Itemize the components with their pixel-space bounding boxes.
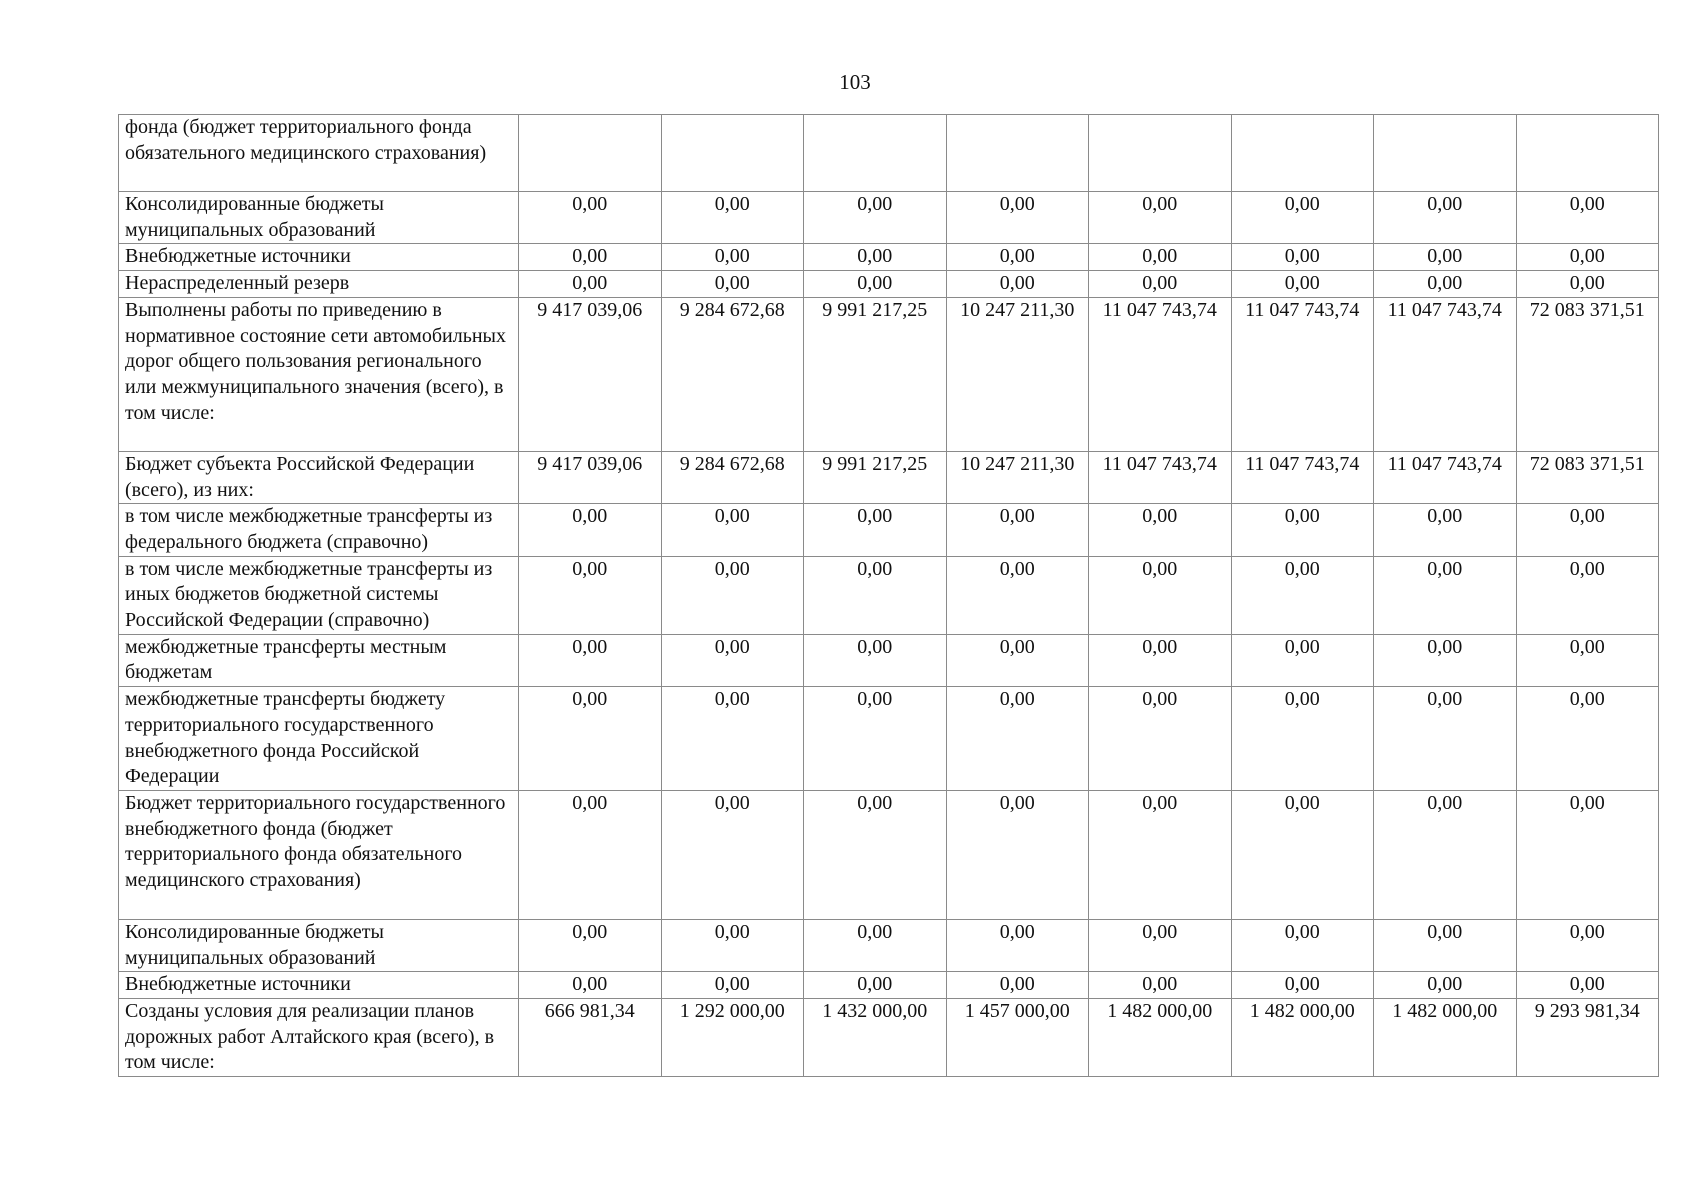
value-cell: 9 991 217,25 xyxy=(804,451,947,503)
value-cell: 0,00 xyxy=(661,634,804,686)
table-row xyxy=(119,634,1659,686)
value-cell: 0,00 xyxy=(946,504,1089,556)
value-cell: 0,00 xyxy=(804,556,947,634)
value-cell: 0,00 xyxy=(946,244,1089,271)
value-cell xyxy=(1516,115,1659,192)
value-cell: 0,00 xyxy=(804,504,947,556)
row-label: межбюджетные трансферты бюджету территориального государственного внебюджетного фонда Российской Федерации xyxy=(119,687,519,791)
value-cell: 0,00 xyxy=(519,244,662,271)
value-cell: 9 991 217,25 xyxy=(804,297,947,451)
value-cell: 0,00 xyxy=(1231,634,1374,686)
value-cell: 0,00 xyxy=(519,972,662,999)
value-cell: 0,00 xyxy=(661,271,804,298)
value-cell: 0,00 xyxy=(661,687,804,791)
value-cell: 0,00 xyxy=(1231,919,1374,971)
value-cell: 9 284 672,68 xyxy=(661,297,804,451)
table-row xyxy=(119,115,1659,192)
value-cell: 0,00 xyxy=(804,192,947,244)
value-cell: 11 047 743,74 xyxy=(1231,297,1374,451)
value-cell: 0,00 xyxy=(1089,556,1232,634)
value-cell: 11 047 743,74 xyxy=(1089,297,1232,451)
value-cell: 0,00 xyxy=(946,919,1089,971)
value-cell xyxy=(946,115,1089,192)
value-cell: 72 083 371,51 xyxy=(1516,297,1659,451)
value-cell: 1 457 000,00 xyxy=(946,999,1089,1077)
value-cell: 0,00 xyxy=(661,504,804,556)
value-cell: 0,00 xyxy=(1374,192,1517,244)
value-cell: 11 047 743,74 xyxy=(1374,297,1517,451)
value-cell: 0,00 xyxy=(1089,919,1232,971)
table-row xyxy=(119,556,1659,634)
value-cell: 0,00 xyxy=(1089,504,1232,556)
row-label: Нераспределенный резерв xyxy=(119,271,519,298)
table-row xyxy=(119,687,1659,791)
value-cell: 0,00 xyxy=(661,919,804,971)
value-cell: 0,00 xyxy=(1231,192,1374,244)
value-cell: 0,00 xyxy=(1516,972,1659,999)
value-cell: 0,00 xyxy=(1374,919,1517,971)
value-cell: 0,00 xyxy=(519,919,662,971)
table-row xyxy=(119,504,1659,556)
row-label: Консолидированные бюджеты муниципальных образований xyxy=(119,192,519,244)
value-cell: 0,00 xyxy=(1516,504,1659,556)
value-cell xyxy=(661,115,804,192)
row-label: фонда (бюджет территориального фонда обязательного медицинского страхования) xyxy=(119,115,519,192)
value-cell: 0,00 xyxy=(804,271,947,298)
table-row xyxy=(119,192,1659,244)
value-cell: 0,00 xyxy=(519,271,662,298)
value-cell: 0,00 xyxy=(1516,244,1659,271)
value-cell: 0,00 xyxy=(519,790,662,919)
value-cell xyxy=(1089,115,1232,192)
value-cell: 0,00 xyxy=(946,556,1089,634)
value-cell: 0,00 xyxy=(661,556,804,634)
value-cell: 0,00 xyxy=(804,244,947,271)
value-cell: 0,00 xyxy=(1231,504,1374,556)
value-cell: 0,00 xyxy=(519,634,662,686)
value-cell: 1 482 000,00 xyxy=(1089,999,1232,1077)
value-cell: 0,00 xyxy=(1231,556,1374,634)
value-cell: 1 482 000,00 xyxy=(1374,999,1517,1077)
value-cell: 666 981,34 xyxy=(519,999,662,1077)
value-cell: 0,00 xyxy=(661,972,804,999)
value-cell: 0,00 xyxy=(804,687,947,791)
value-cell: 1 482 000,00 xyxy=(1231,999,1374,1077)
value-cell: 1 432 000,00 xyxy=(804,999,947,1077)
value-cell: 0,00 xyxy=(519,504,662,556)
value-cell: 0,00 xyxy=(946,972,1089,999)
row-label: в том числе межбюджетные трансферты из иных бюджетов бюджетной системы Российской Федерации (справочно) xyxy=(119,556,519,634)
value-cell: 0,00 xyxy=(1089,634,1232,686)
table-row xyxy=(119,919,1659,971)
value-cell: 0,00 xyxy=(804,919,947,971)
value-cell: 0,00 xyxy=(804,790,947,919)
table-row xyxy=(119,244,1659,271)
value-cell: 0,00 xyxy=(1516,192,1659,244)
value-cell: 9 293 981,34 xyxy=(1516,999,1659,1077)
value-cell: 0,00 xyxy=(1231,790,1374,919)
value-cell: 0,00 xyxy=(661,790,804,919)
table-row xyxy=(119,790,1659,919)
value-cell: 0,00 xyxy=(1516,790,1659,919)
value-cell: 0,00 xyxy=(1374,790,1517,919)
row-label: Консолидированные бюджеты муниципальных образований xyxy=(119,919,519,971)
value-cell xyxy=(804,115,947,192)
value-cell: 0,00 xyxy=(1231,687,1374,791)
value-cell: 0,00 xyxy=(1374,244,1517,271)
value-cell: 0,00 xyxy=(1516,271,1659,298)
value-cell: 9 284 672,68 xyxy=(661,451,804,503)
value-cell: 11 047 743,74 xyxy=(1374,451,1517,503)
value-cell: 9 417 039,06 xyxy=(519,297,662,451)
row-label: Внебюджетные источники xyxy=(119,244,519,271)
value-cell: 1 292 000,00 xyxy=(661,999,804,1077)
value-cell: 0,00 xyxy=(1231,271,1374,298)
budget-table-body xyxy=(119,115,1659,1077)
value-cell: 0,00 xyxy=(1374,556,1517,634)
value-cell: 0,00 xyxy=(1231,244,1374,271)
value-cell: 0,00 xyxy=(804,972,947,999)
value-cell: 0,00 xyxy=(1516,556,1659,634)
page-number: 103 xyxy=(839,70,871,94)
row-label: Бюджет субъекта Российской Федерации (всего), из них: xyxy=(119,451,519,503)
value-cell: 0,00 xyxy=(1089,192,1232,244)
value-cell: 0,00 xyxy=(946,192,1089,244)
row-label: Внебюджетные источники xyxy=(119,972,519,999)
value-cell xyxy=(519,115,662,192)
value-cell: 72 083 371,51 xyxy=(1516,451,1659,503)
row-label: в том числе межбюджетные трансферты из федерального бюджета (справочно) xyxy=(119,504,519,556)
value-cell xyxy=(1231,115,1374,192)
value-cell: 0,00 xyxy=(946,790,1089,919)
value-cell: 0,00 xyxy=(1089,687,1232,791)
table-row xyxy=(119,451,1659,503)
value-cell: 0,00 xyxy=(946,687,1089,791)
table-row xyxy=(119,972,1659,999)
value-cell: 0,00 xyxy=(1089,244,1232,271)
row-label: Бюджет территориального государственного внебюджетного фонда (бюджет территориального фонда обязательного медицинского страхования) xyxy=(119,790,519,919)
table-row xyxy=(119,999,1659,1077)
value-cell: 11 047 743,74 xyxy=(1089,451,1232,503)
table-row xyxy=(119,297,1659,451)
row-label: межбюджетные трансферты местным бюджетам xyxy=(119,634,519,686)
value-cell: 0,00 xyxy=(1374,504,1517,556)
value-cell: 0,00 xyxy=(946,634,1089,686)
value-cell: 0,00 xyxy=(946,271,1089,298)
table-row xyxy=(119,271,1659,298)
value-cell: 0,00 xyxy=(519,556,662,634)
value-cell: 0,00 xyxy=(661,192,804,244)
value-cell: 0,00 xyxy=(1089,790,1232,919)
value-cell: 10 247 211,30 xyxy=(946,297,1089,451)
value-cell: 0,00 xyxy=(1089,271,1232,298)
row-label: Созданы условия для реализации планов дорожных работ Алтайского края (всего), в том числе: xyxy=(119,999,519,1077)
value-cell: 0,00 xyxy=(1089,972,1232,999)
value-cell: 11 047 743,74 xyxy=(1231,451,1374,503)
value-cell: 0,00 xyxy=(661,244,804,271)
value-cell: 0,00 xyxy=(1231,972,1374,999)
value-cell: 0,00 xyxy=(804,634,947,686)
budget-table xyxy=(118,114,1659,1077)
value-cell: 0,00 xyxy=(519,192,662,244)
value-cell: 0,00 xyxy=(1516,634,1659,686)
value-cell: 9 417 039,06 xyxy=(519,451,662,503)
value-cell: 0,00 xyxy=(519,687,662,791)
value-cell: 0,00 xyxy=(1374,972,1517,999)
row-label: Выполнены работы по приведению в нормативное состояние сети автомобильных дорог общего пользования регионального или межмуниципального значения (всего), в том числе: xyxy=(119,297,519,451)
value-cell: 0,00 xyxy=(1374,687,1517,791)
value-cell: 0,00 xyxy=(1374,271,1517,298)
value-cell: 0,00 xyxy=(1516,919,1659,971)
value-cell xyxy=(1374,115,1517,192)
value-cell: 10 247 211,30 xyxy=(946,451,1089,503)
value-cell: 0,00 xyxy=(1374,634,1517,686)
value-cell: 0,00 xyxy=(1516,687,1659,791)
